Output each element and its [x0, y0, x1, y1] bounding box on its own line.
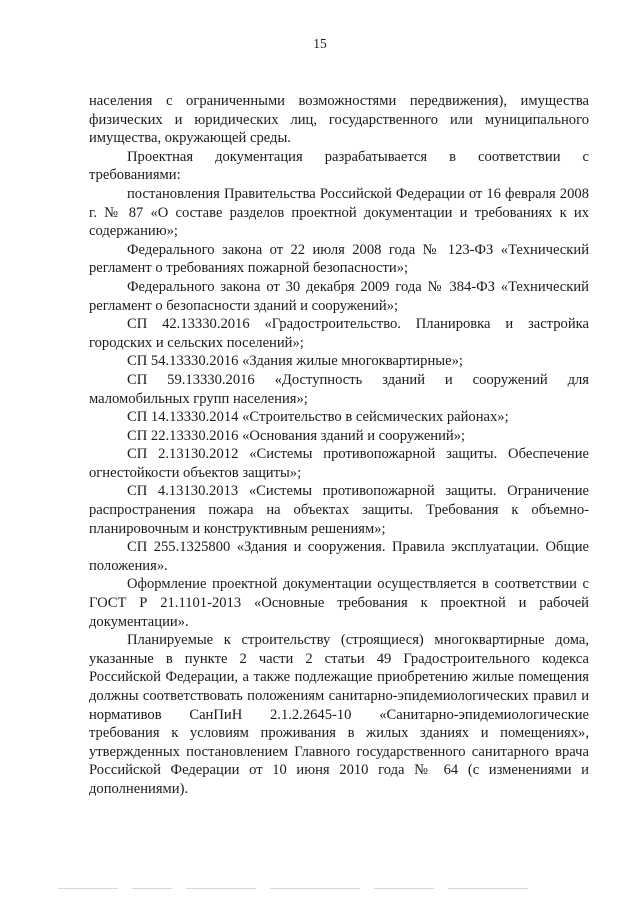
paragraph-continuation: населения с ограниченными возможностями передвижения), имущества физических и юридических лиц, государственного или муниципального имущества, окружающей среды.	[89, 93, 589, 147]
paragraph-sp-42: СП 42.13330.2016 «Градостроительство. Планировка и застройка городских и сельских поселений»;	[89, 316, 589, 351]
scan-speck	[374, 888, 434, 889]
scan-footer-artifacts	[58, 886, 578, 890]
paragraph-gost: Оформление проектной документации осуществляется в соответствии с ГОСТ Р 21.1101-2013 «Основные требования к проектной и рабочей документации».	[89, 576, 589, 630]
scan-speck	[58, 888, 118, 889]
scan-speck	[186, 888, 256, 889]
paragraph-sp-14: СП 14.13330.2014 «Строительство в сейсмических районах»;	[127, 409, 509, 426]
paragraph-federal-law-384: Федерального закона от 30 декабря 2009 года № 384-ФЗ «Технический регламент о безопасности зданий и сооружений»;	[89, 278, 589, 314]
paragraph-requirements-intro: Проектная документация разрабатывается в соответствии с требованиями:	[89, 148, 589, 184]
page-number: 15	[313, 36, 327, 51]
paragraph-federal-law-123: Федерального закона от 22 июля 2008 года № 123-ФЗ «Технический регламент о требованиях пожарной безопасности»;	[89, 241, 589, 277]
paragraph-sp-22: СП 22.13330.2016 «Основания зданий и сооружений»;	[127, 427, 466, 444]
paragraph-government-decree: постановления Правительства Российской Федерации от 16 февраля 2008 г. № 87 «О составе разделов проектной документации и требованиях к их содержанию»;	[89, 185, 589, 240]
document-body	[89, 92, 589, 799]
paragraph-sanpin: Планируемые к строительству (строящиеся) многоквартирные дома, указанные в пункте 2 части 2 статьи 49 Градостроительного кодекса Российской Федерации, а также подлежащие приобретению жилые помещения должны соответствовать положениям санитарно-эпидемиологических правил и нормативов СанПиН 2.1.2.2645-10 «Санитарно-эпидемиологические требования к условиям проживания в жилых зданиях и помещениях», утвержденных постановлением Главного государственного санитарного врача Российской Федерации от 10 июня 2010 года № 64 (с изменениями и дополнениями).	[89, 632, 589, 797]
paragraph-sp-54: СП 54.13330.2016 «Здания жилые многоквартирные»;	[127, 353, 463, 370]
scan-speck	[132, 888, 172, 889]
scan-speck	[448, 888, 528, 889]
paragraph-sp-255: СП 255.1325800 «Здания и сооружения. Правила эксплуатации. Общие положения».	[89, 539, 589, 574]
scan-speck	[270, 888, 360, 889]
paragraph-sp-2: СП 2.13130.2012 «Системы противопожарной защиты. Обеспечение огнестойкости объектов защиты»;	[89, 446, 589, 481]
paragraph-sp-4: СП 4.13130.2013 «Системы противопожарной защиты. Ограничение распространения пожара на объектах защиты. Требования к объемно-планировочным и конструктивным решениям»;	[89, 483, 589, 537]
paragraph-sp-59: СП 59.13330.2016 «Доступность зданий и сооружений для маломобильных групп населения»;	[89, 371, 589, 407]
